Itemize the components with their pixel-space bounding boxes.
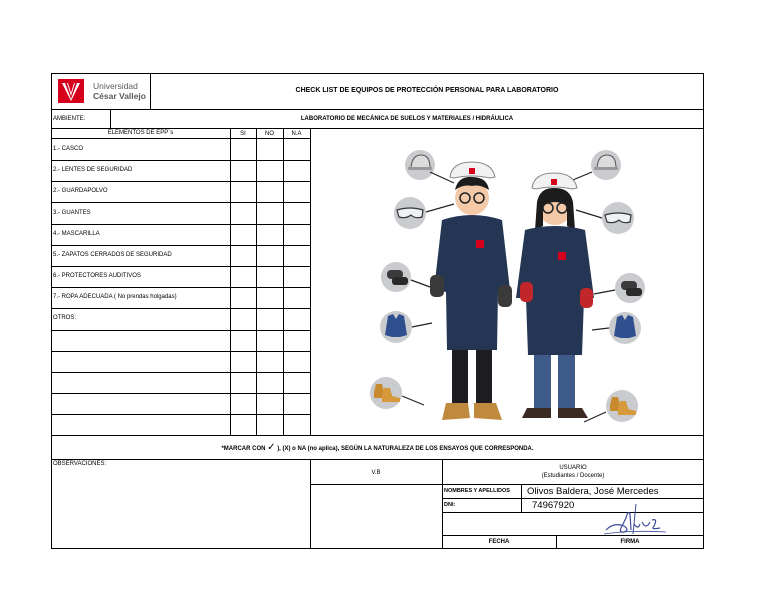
table-row-label: 1.- CASCO (53, 146, 84, 152)
safety-glasses-icon (394, 197, 426, 229)
glove-icon (615, 273, 645, 303)
fecha-label: FECHA (488, 539, 510, 545)
epp-illustration (362, 140, 658, 432)
helmet-icon (591, 150, 621, 180)
divider (521, 484, 522, 512)
dni-value[interactable]: 74967920 (532, 500, 575, 511)
checkmark-icon: ✓ (267, 442, 276, 453)
table-row-label: 6.- PROTECTORES AUDITIVOS (53, 273, 141, 279)
logo-line1: Universidad (93, 81, 138, 91)
nombres-label: NOMBRES Y APELLIDOS (444, 488, 510, 494)
col-na-header: N.A (291, 131, 302, 137)
col-elements-header: ELEMENTOS DE EPP´s (107, 130, 174, 136)
checkbox-cell[interactable] (231, 139, 256, 160)
safety-shoes-icon (606, 390, 638, 422)
firma-label: FIRMA (620, 539, 640, 545)
table-row-label: 3.- GUANTES (53, 210, 91, 216)
table-row-label: OTROS: (53, 315, 77, 321)
divider (310, 128, 311, 435)
table-row-label: 5.- ZAPATOS CERRADOS DE SEGURIDAD (53, 252, 172, 258)
nombres-value[interactable]: Olivos Baldera, José Mercedes (527, 486, 659, 497)
ambiente-value: LABORATORIO DE MECÁNICA DE SUELOS Y MATERIALES / HIDRÁULICA (300, 116, 514, 122)
helmet-icon (405, 150, 435, 180)
form-title: CHECK LIST DE EQUIPOS DE PROTECCIÓN PERSONAL PARA LABORATORIO (295, 87, 559, 94)
student-figure-boy (430, 162, 512, 420)
col-si-header: SI (240, 131, 246, 137)
table-row-label: 2.- LENTES DE SEGURIDAD (53, 167, 133, 173)
glove-icon (381, 262, 411, 292)
divider (51, 128, 704, 129)
table-row-label: 4.- MASCARILLA (53, 231, 100, 237)
divider (256, 128, 257, 435)
table-row-label: 2.- GUARDAPOLVO (53, 188, 108, 194)
checkbox-cell[interactable] (257, 139, 283, 160)
observaciones-label: OBSERVACIONES: (53, 461, 107, 467)
handwritten-signature (600, 500, 670, 538)
usuario-label: USUARIO (559, 465, 587, 471)
divider (51, 435, 704, 436)
lab-coat-icon (380, 311, 412, 343)
divider (51, 459, 704, 460)
safety-shoes-icon (370, 377, 402, 409)
checkbox-cell[interactable] (284, 139, 310, 160)
logo-emblem-icon (57, 77, 85, 105)
usuario-sublabel: (Estudiantes / Docente) (541, 473, 605, 479)
student-figure-girl (516, 173, 594, 418)
instruction-part2: ), (X) o NA (no aplica), SEGÚN LA NATURALEZA DE LOS ENSAYOS QUE CORRESPONDA. (277, 446, 534, 452)
divider (283, 128, 284, 435)
logo-line2: César Vallejo (93, 91, 146, 101)
divider (51, 109, 704, 110)
observaciones-field[interactable] (52, 468, 309, 548)
university-logo (57, 77, 147, 105)
safety-glasses-icon (602, 202, 634, 234)
vb-label: V.B (371, 470, 381, 476)
divider (230, 128, 231, 435)
dni-label: DNI: (444, 502, 456, 508)
ambiente-label: AMBIENTE: (53, 116, 86, 122)
instruction-part1: *MARCAR CON (221, 446, 266, 452)
table-row-label: 7.- ROPA ADECUADA ( No prendas holgadas) (53, 294, 177, 300)
marking-instruction (51, 442, 704, 452)
divider (310, 484, 704, 485)
divider (442, 498, 704, 499)
lab-coat-icon (609, 312, 641, 344)
col-no-header: NO (265, 131, 274, 137)
